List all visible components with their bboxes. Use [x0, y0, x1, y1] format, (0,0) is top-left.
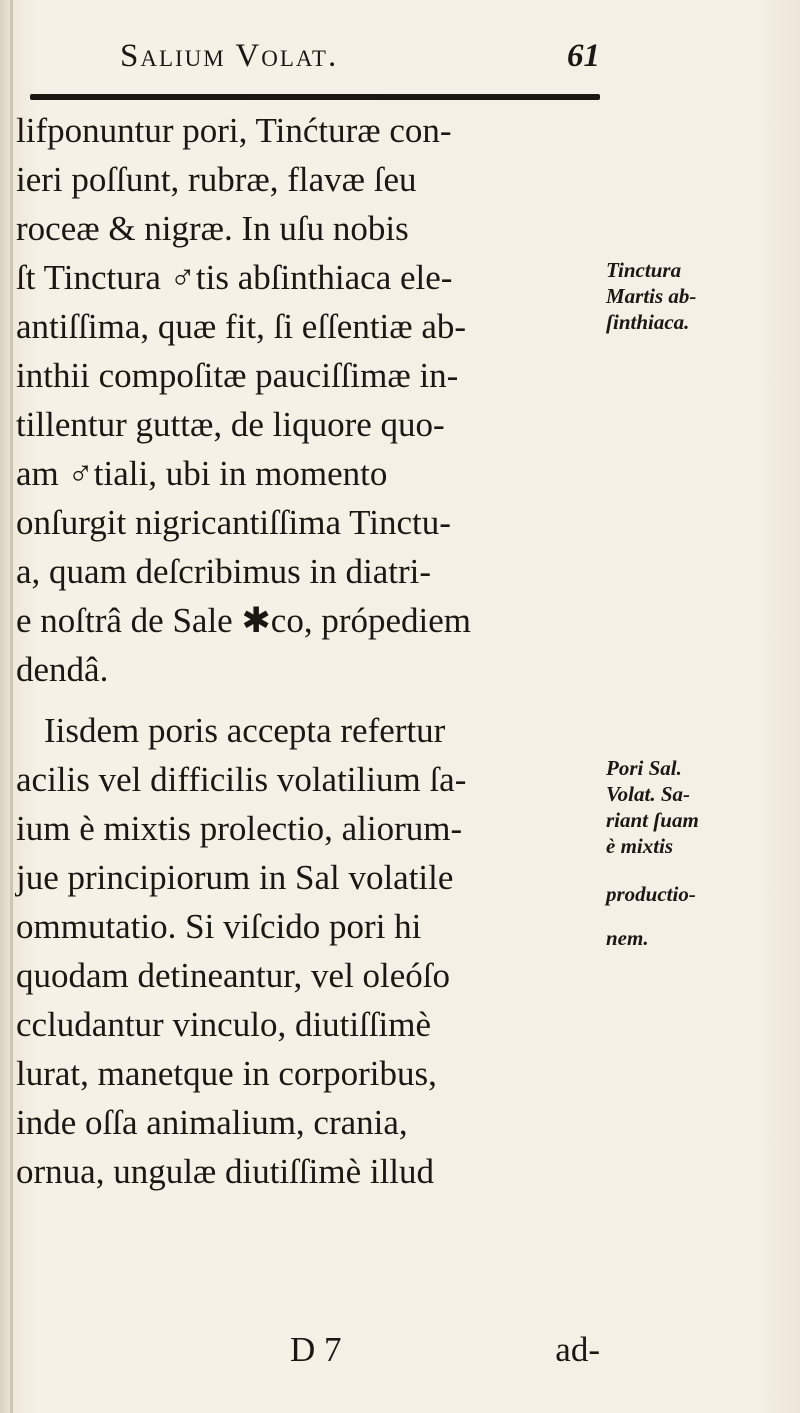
body-text: [16, 106, 606, 1196]
text-line: inde oſſa animalium, crania,: [16, 1103, 408, 1142]
margin-note: Volat. Sa-: [606, 782, 691, 806]
text-line: e noſtrâ de Sale ✱co, própediem: [16, 601, 471, 640]
margin-note: Tinctura: [606, 258, 682, 282]
text-line: antiſſima, quæ fit, ſi eſſentiæ ab-: [16, 307, 467, 346]
margin-note: è mixtis: [606, 834, 674, 858]
text-line: roceæ & nigræ. In uſu nobis: [16, 209, 409, 248]
text-line: ornua, ungulæ diutiſſimè illud: [16, 1152, 435, 1191]
margin-note: nem.: [606, 926, 649, 950]
text-line: lurat, manetque in corporibus,: [16, 1054, 437, 1093]
margin-note: Martis ab-: [606, 284, 697, 308]
page-footer: [290, 1330, 600, 1374]
margin-note: riant ſuam: [606, 808, 699, 832]
text-line: ommutatio. Si viſcido pori hi: [16, 907, 422, 946]
margin-note: productio-: [606, 882, 696, 906]
text-line: quodam detineantur, vel oleóſo: [16, 956, 451, 995]
text-line: jue principiorum in Sal volatile: [16, 858, 454, 897]
paragraph-start-line: Iisdem poris accepta refertur: [44, 711, 446, 750]
margin-note: Pori Sal.: [606, 756, 682, 780]
gutter-shadow: [10, 0, 13, 1413]
page-header: [120, 38, 600, 78]
text-line: lifponuntur pori, Tinćturæ con-: [16, 111, 452, 150]
text-line: ſt Tinctura ♂tis abſinthiaca ele-: [16, 258, 453, 297]
text-line: onſurgit nigricantiſſima Tinctu-: [16, 503, 451, 542]
text-line: dendâ.: [16, 650, 109, 689]
catchword: ad-: [555, 1330, 600, 1369]
header-rule: [30, 94, 600, 100]
signature-mark: D 7: [290, 1330, 342, 1369]
text-line: ium è mixtis prolectio, aliorum-: [16, 809, 463, 848]
text-line: a, quam deſcribimus in diatri-: [16, 552, 432, 591]
page-number: 61: [567, 38, 600, 74]
margin-note: ſinthiaca.: [606, 310, 690, 334]
text-line: ieri poſſunt, rubræ, flavæ ſeu: [16, 160, 417, 199]
text-line: am ♂tiali, ubi in momento: [16, 454, 388, 493]
running-title: Salium Volat.: [120, 38, 339, 74]
text-line: acilis vel difficilis volatilium ſa-: [16, 760, 467, 799]
text-line: ccludantur vinculo, diutiſſimè: [16, 1005, 432, 1044]
text-line: inthii compoſitæ pauciſſimæ in-: [16, 356, 459, 395]
text-line: tillentur guttæ, de liquore quo-: [16, 405, 445, 444]
